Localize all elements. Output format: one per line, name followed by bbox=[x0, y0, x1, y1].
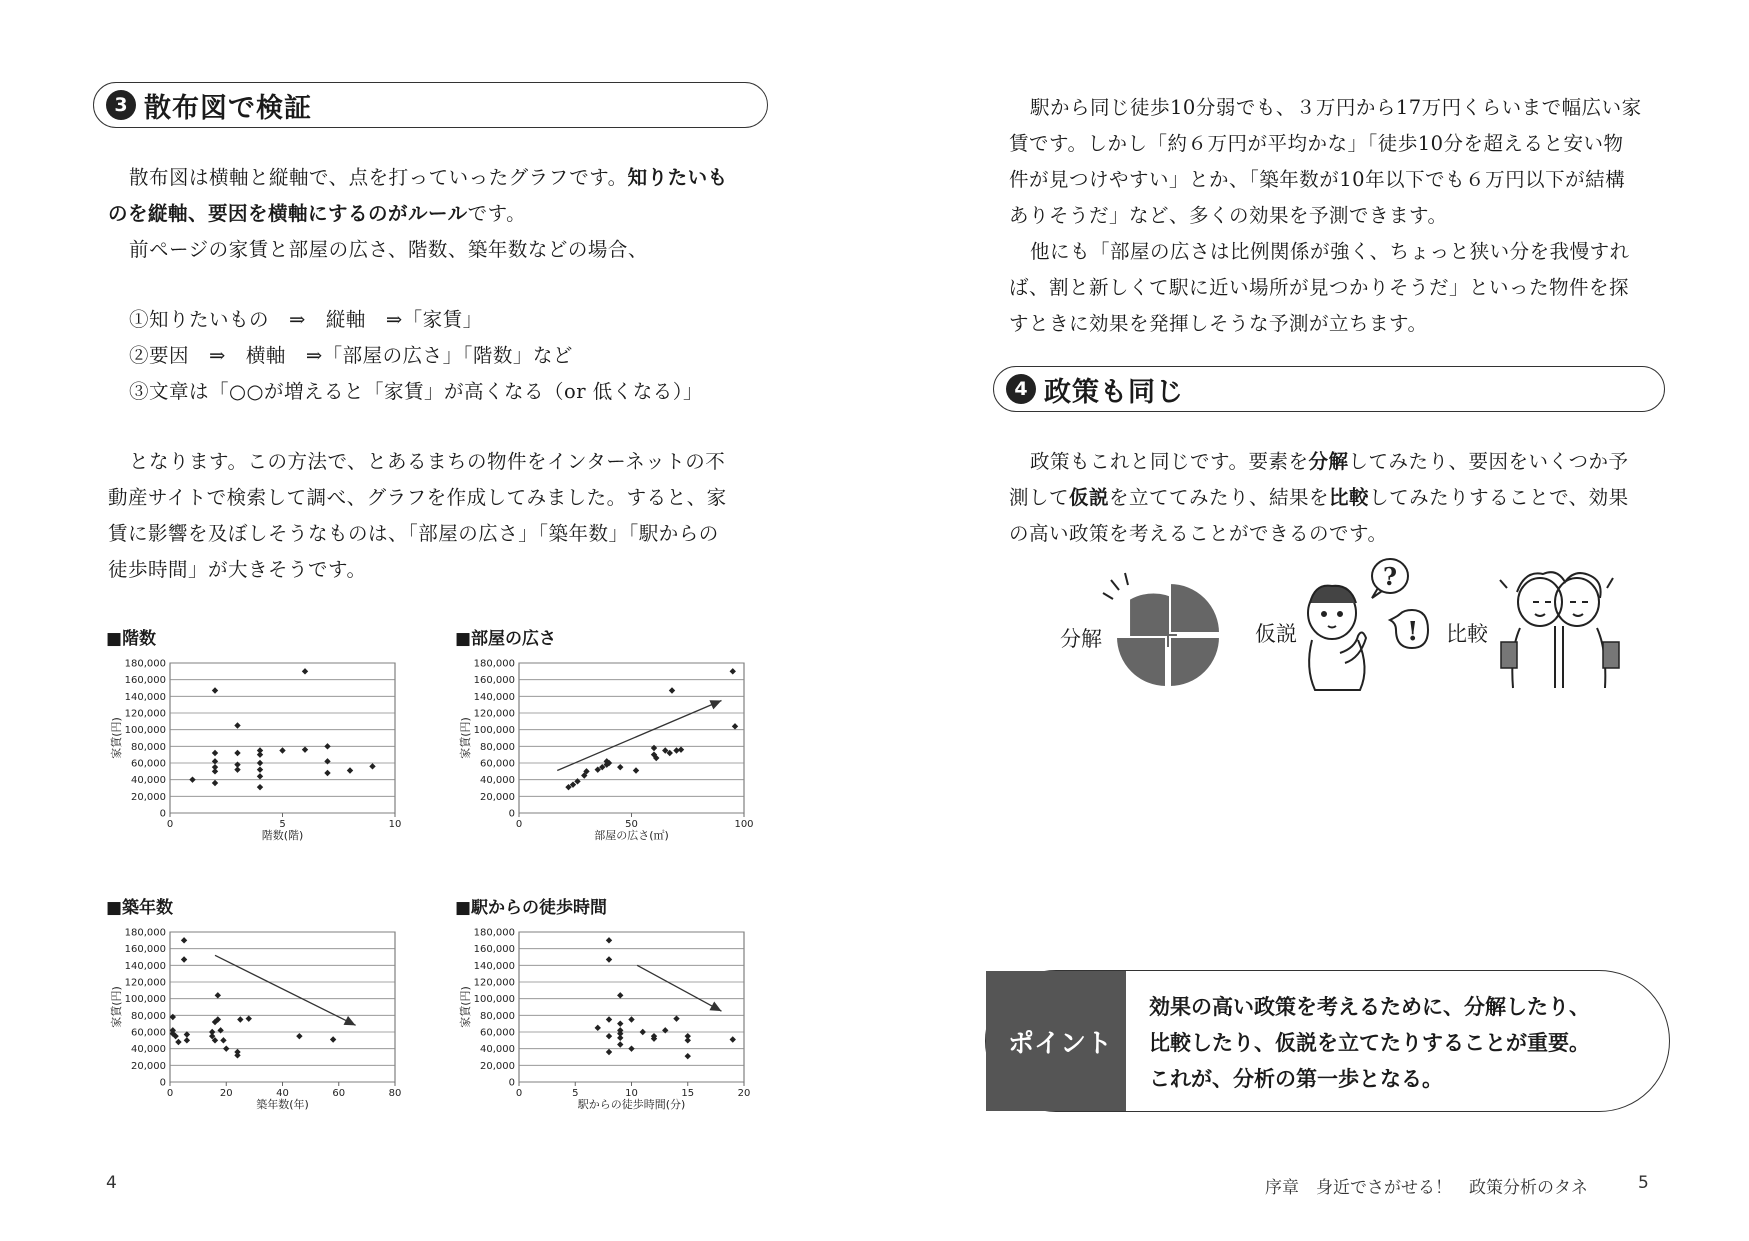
point-text: 効果の高い政策を考えるために、分解したり、 比較したり、仮説を立てたりすることが重要。 これが、分析の第一歩となる。 bbox=[1149, 995, 1590, 1091]
compare-label: 比較 bbox=[1446, 622, 1488, 646]
y-tick-label: 160,000 bbox=[473, 944, 515, 956]
list-item: ①知りたいもの ⇒ 縦軸 ⇒「家賃」 bbox=[129, 308, 483, 331]
y-tick-label: 40,000 bbox=[131, 775, 166, 787]
x-tick-label: 0 bbox=[166, 1088, 174, 1099]
y-tick-label: 80,000 bbox=[480, 1010, 515, 1022]
point-callout bbox=[985, 970, 1670, 1112]
section-title: 政策も同じ bbox=[1044, 376, 1184, 408]
y-tick-label: 0 bbox=[159, 808, 166, 820]
chart-title-building-age: ■築年数 bbox=[106, 898, 174, 918]
steps-list bbox=[129, 302, 703, 410]
point-label: ポイント bbox=[986, 971, 1126, 1111]
scatter-chart-walk-time bbox=[447, 924, 751, 1128]
y-tick-label: 140,000 bbox=[473, 960, 515, 972]
x-tick-label: 5 bbox=[572, 1088, 579, 1099]
y-tick-label: 100,000 bbox=[124, 994, 166, 1006]
svg-text:?: ? bbox=[1383, 562, 1398, 591]
section-number-badge: 3 bbox=[106, 90, 136, 120]
y-tick-label: 60,000 bbox=[131, 1027, 166, 1039]
scatter-chart-building-age bbox=[98, 924, 402, 1128]
y-tick-label: 80,000 bbox=[480, 741, 515, 753]
y-tick-label: 100,000 bbox=[473, 994, 515, 1006]
y-axis-label: 家賃(円) bbox=[459, 717, 472, 759]
result-paragraph: となります。この方法で、とあるまちの物件をインターネットの不 動産サイトで検索して調べ、グラフを作成してみました。すると、家 賃に影響を及ぼしそうなものは、「部屋の広さ」「築年数」「駅からの 徒歩時間」が大きそうです。 bbox=[108, 450, 727, 581]
y-tick-label: 80,000 bbox=[131, 1010, 166, 1022]
y-tick-label: 40,000 bbox=[480, 1044, 515, 1056]
y-tick-label: 180,000 bbox=[473, 927, 515, 939]
y-axis-label: 家賃(円) bbox=[110, 986, 123, 1028]
chart-title-room-size: ■部屋の広さ bbox=[455, 629, 557, 649]
plot-area bbox=[170, 663, 395, 813]
y-tick-label: 20,000 bbox=[480, 791, 515, 803]
analysis-paragraph: 駅から同じ徒歩10分弱でも、３万円から17万円くらいまで幅広い家 賃です。しかし「約６万円が平均かな」「徒歩10分を超えると安い物 件が見つけやすい」とか、「築年数が10年以下でも６万円以下が結構 ありそうだ」など、多くの効果を予測できます。 他にも「部屋の広さは比例関係が強く、ちょっと狭い分を我慢すれ ば、割と新しくて駅に近い場所が見つかりそうだ」といった物件を探 すときに効果を発揮しそうな予測が立ちます。 bbox=[1009, 96, 1642, 335]
x-tick-label: 40 bbox=[276, 1088, 289, 1099]
y-tick-label: 100,000 bbox=[473, 725, 515, 737]
list-item: ③文章は「○○が増えると「家賃」が高くなる（or 低くなる）」 bbox=[129, 380, 704, 403]
section-3-heading bbox=[93, 82, 768, 128]
running-footer: 序章 身近でさがせる！ 政策分析のタネ bbox=[1265, 1178, 1588, 1198]
x-tick-label: 10 bbox=[625, 1088, 638, 1099]
y-tick-label: 160,000 bbox=[124, 675, 166, 687]
y-tick-label: 180,000 bbox=[473, 658, 515, 670]
y-tick-label: 40,000 bbox=[480, 775, 515, 787]
page-number-right: 5 bbox=[1638, 1173, 1649, 1193]
chart-svg bbox=[447, 924, 751, 1124]
x-tick-label: 0 bbox=[515, 1088, 523, 1099]
x-tick-label: 60 bbox=[332, 1088, 346, 1099]
chart-svg bbox=[447, 655, 754, 855]
y-tick-label: 40,000 bbox=[131, 1044, 166, 1056]
y-tick-label: 120,000 bbox=[124, 708, 166, 720]
chart-title-walk-time: ■駅からの徒歩時間 bbox=[455, 898, 608, 918]
pie-decompose-icon bbox=[1095, 565, 1230, 700]
x-tick-label: 0 bbox=[166, 819, 174, 830]
scatter-chart-floors bbox=[98, 655, 402, 859]
y-tick-label: 120,000 bbox=[124, 977, 166, 989]
x-axis-label: 築年数(年) bbox=[256, 1098, 309, 1111]
page-number-left: 4 bbox=[106, 1173, 117, 1193]
thinking-person-icon bbox=[1300, 558, 1430, 693]
decompose-label: 分解 bbox=[1060, 627, 1102, 651]
y-tick-label: 160,000 bbox=[124, 944, 166, 956]
y-tick-label: 20,000 bbox=[131, 1060, 166, 1072]
chart-svg bbox=[98, 924, 402, 1124]
y-axis-label: 家賃(円) bbox=[459, 986, 472, 1028]
y-tick-label: 0 bbox=[508, 808, 515, 820]
x-tick-label: 5 bbox=[279, 819, 286, 830]
plot-area bbox=[170, 932, 395, 1082]
x-tick-label: 80 bbox=[388, 1088, 402, 1099]
plot-area bbox=[519, 663, 744, 813]
y-axis-label: 家賃(円) bbox=[110, 717, 123, 759]
hypothesis-label: 仮説 bbox=[1255, 622, 1297, 646]
x-tick-label: 15 bbox=[681, 1088, 695, 1099]
y-tick-label: 120,000 bbox=[473, 977, 515, 989]
x-axis-label: 階数(階) bbox=[261, 829, 304, 842]
x-tick-label: 50 bbox=[625, 819, 638, 830]
y-tick-label: 0 bbox=[159, 1077, 166, 1089]
y-tick-label: 60,000 bbox=[480, 1027, 515, 1039]
y-tick-label: 20,000 bbox=[480, 1060, 515, 1072]
intro-paragraph: 散布図は横軸と縦軸で、点を打っていったグラフです。知りたいも のを縦軸、要因を横軸にするのがルールです。 前ページの家賃と部屋の広さ、階数、築年数などの場合、 bbox=[108, 166, 728, 261]
y-tick-label: 0 bbox=[508, 1077, 515, 1089]
x-tick-label: 20 bbox=[737, 1088, 751, 1099]
x-tick-label: 20 bbox=[219, 1088, 233, 1099]
y-tick-label: 60,000 bbox=[480, 758, 515, 770]
list-item: ②要因 ⇒ 横軸 ⇒「部屋の広さ」「階数」など bbox=[129, 344, 573, 367]
y-tick-label: 140,000 bbox=[473, 691, 515, 703]
x-axis-label: 部屋の広さ(㎡) bbox=[594, 829, 669, 842]
y-tick-label: 180,000 bbox=[124, 927, 166, 939]
y-tick-label: 140,000 bbox=[124, 960, 166, 972]
svg-text:!: ! bbox=[1407, 617, 1419, 647]
y-tick-label: 140,000 bbox=[124, 691, 166, 703]
policy-paragraph: 政策もこれと同じです。要素を分解してみたり、要因をいくつか予 測して仮説を立ててみたり、結果を比較してみたりすることで、効果 の高い政策を考えることができるのです。 bbox=[1009, 450, 1629, 545]
x-axis-label: 駅からの徒歩時間(分) bbox=[577, 1098, 686, 1111]
section-4-heading bbox=[993, 366, 1665, 412]
y-tick-label: 100,000 bbox=[124, 725, 166, 737]
y-tick-label: 180,000 bbox=[124, 658, 166, 670]
y-tick-label: 20,000 bbox=[131, 791, 166, 803]
comparing-people-icon bbox=[1495, 560, 1625, 690]
scatter-chart-room-size bbox=[447, 655, 754, 859]
chart-title-floors: ■階数 bbox=[106, 629, 157, 649]
x-tick-label: 10 bbox=[388, 819, 402, 830]
y-tick-label: 60,000 bbox=[131, 758, 166, 770]
chart-svg bbox=[98, 655, 402, 855]
x-tick-label: 0 bbox=[515, 819, 523, 830]
y-tick-label: 160,000 bbox=[473, 675, 515, 687]
plot-area bbox=[519, 932, 744, 1082]
y-tick-label: 80,000 bbox=[131, 741, 166, 753]
y-tick-label: 120,000 bbox=[473, 708, 515, 720]
section-number-badge: 4 bbox=[1006, 374, 1036, 404]
x-tick-label: 100 bbox=[734, 819, 754, 830]
section-title: 散布図で検証 bbox=[144, 92, 312, 124]
